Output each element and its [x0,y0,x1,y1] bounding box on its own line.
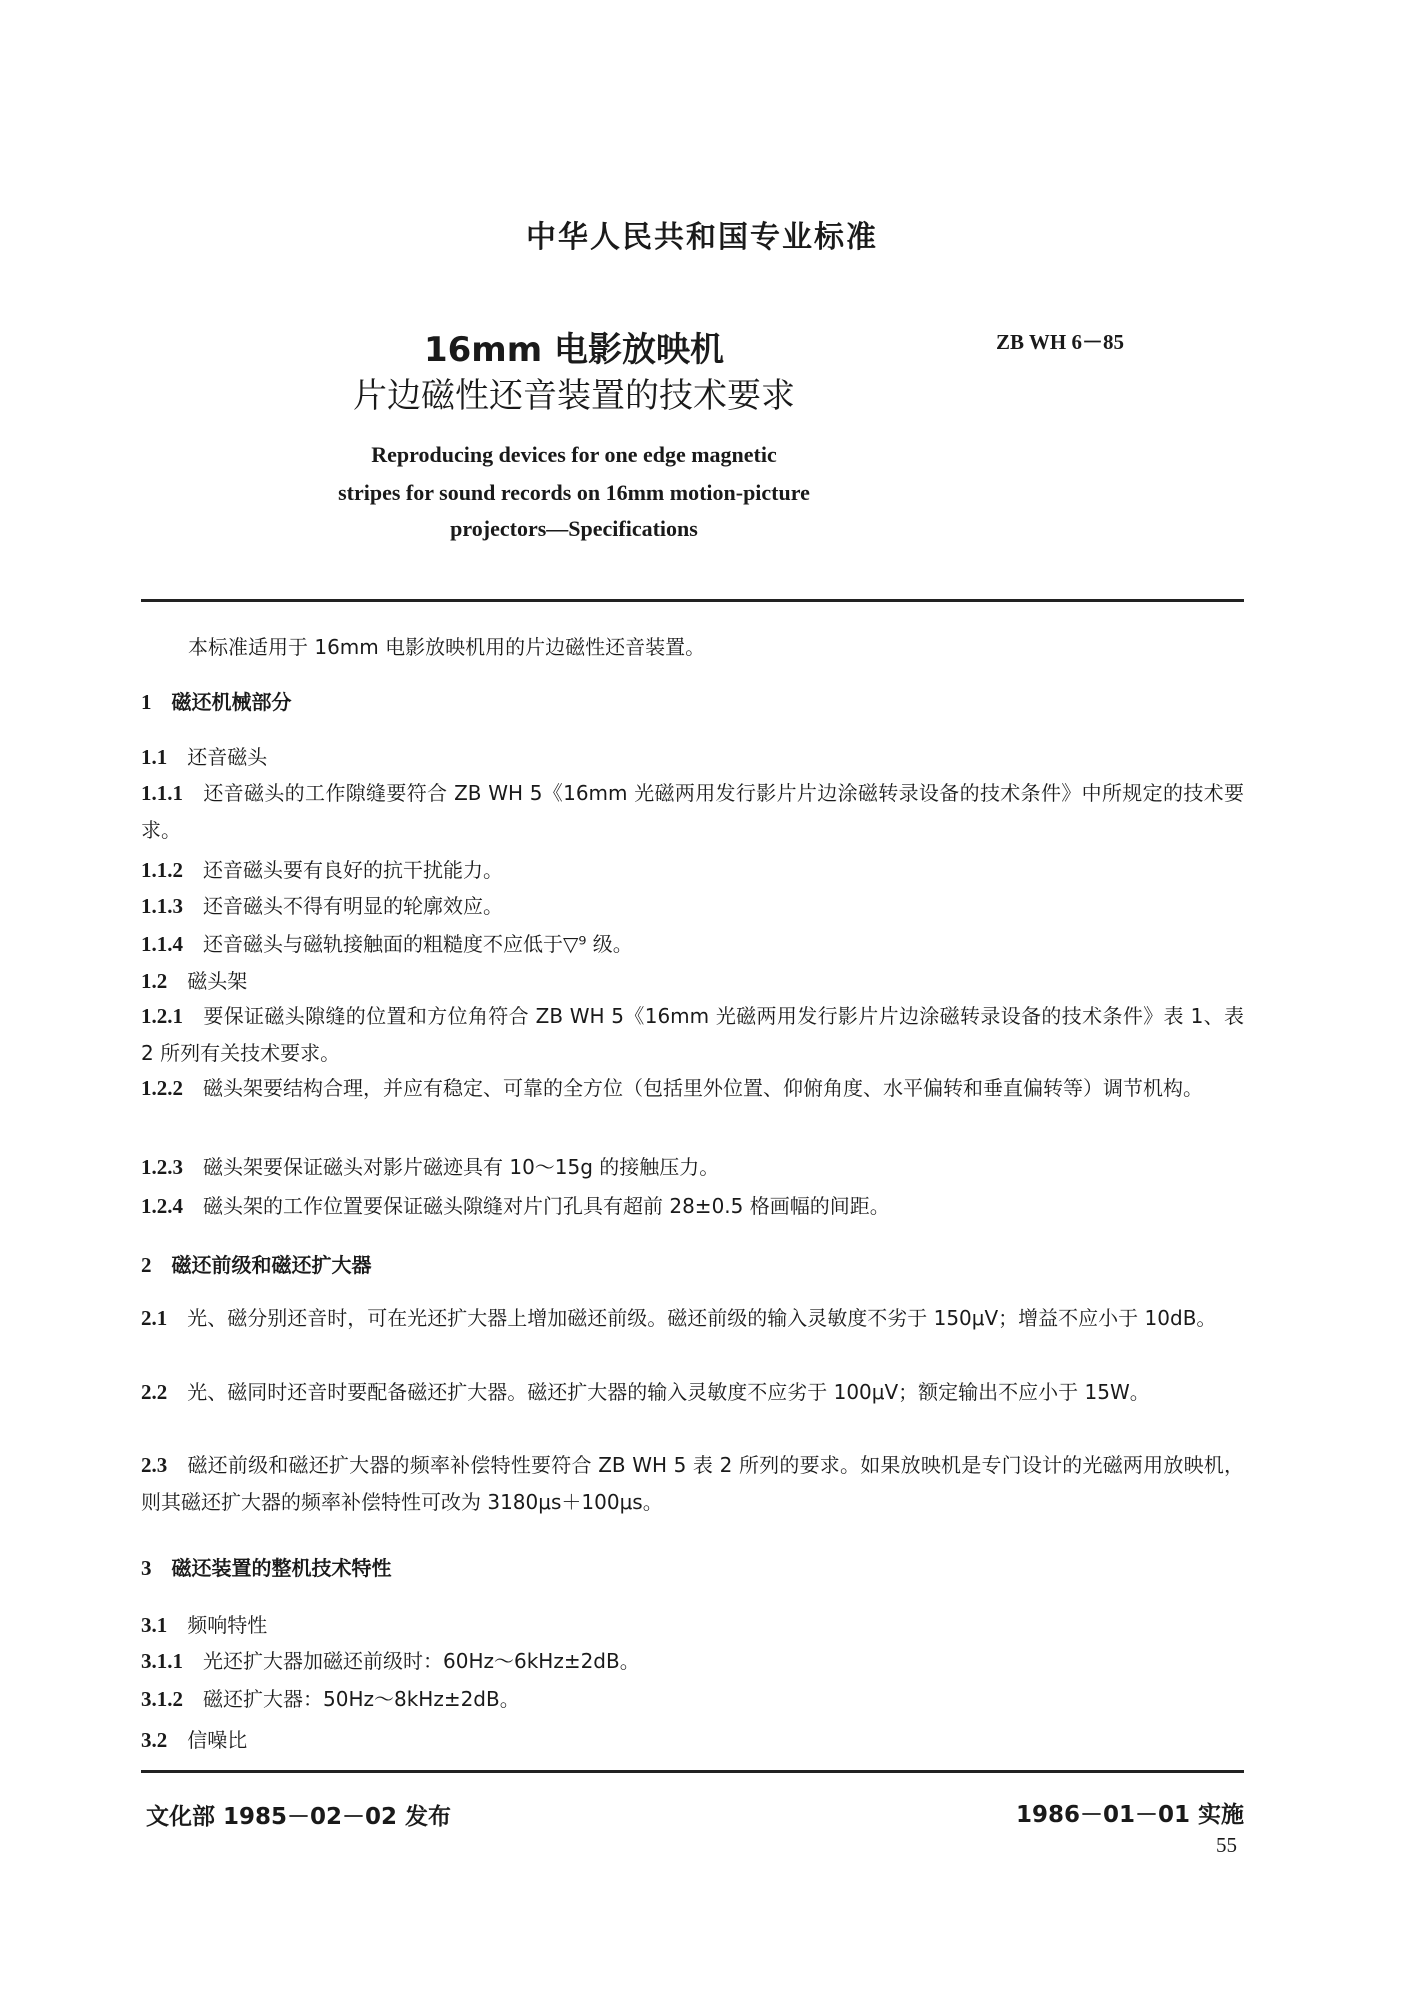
english-title-line-1: Reproducing devices for one edge magnetic [371,442,777,467]
clause-number: 3.1.1 [141,1649,183,1673]
clause-number: 2.2 [141,1380,168,1404]
clause-paragraph [141,1643,1244,1680]
clause-paragraph [141,1300,1244,1337]
english-title-line-3: projectors—Specifications [450,516,698,541]
clause-number: 1.2.3 [141,1155,183,1179]
title-line-1: 16mm 电影放映机 [423,330,724,370]
issue-date: 文化部 1985－02－02 发布 [146,1804,452,1830]
clause-number: 2.1 [141,1306,168,1330]
clause-paragraph [141,888,1244,925]
section-heading [141,684,1244,721]
clause-number: 3.2 [141,1728,168,1752]
clause-number: 1.1.3 [141,894,183,918]
clause-text: 磁头架要保证磁头对影片磁迹具有 10～15g 的接触压力。 [203,1155,720,1179]
clause-paragraph [141,1681,1244,1718]
clause-text: 磁还前级和磁还扩大器的频率补偿特性要符合 ZB WH 5 表 2 所列的要求。如果放映机是专门设计的光磁两用放映机，则其磁还扩大器的频率补偿特性可改为 3180μs＋100μs。 [141,1453,1244,1514]
clause-paragraph [141,1722,1244,1759]
clause-number: 1.1.2 [141,858,183,882]
clause-paragraph [141,1447,1244,1521]
clause-paragraph [141,1070,1244,1107]
clause-text: 磁还机械部分 [171,690,292,714]
page-number: 55 [1216,1833,1237,1857]
clause-text: 还音磁头要有良好的抗干扰能力。 [203,858,503,882]
clause-paragraph [141,775,1244,849]
clause-paragraph [141,739,1244,776]
clause-text: 磁头架要结构合理，并应有稳定、可靠的全方位（包括里外位置、仰俯角度、水平偏转和垂直偏转等）调节机构。 [203,1076,1203,1100]
clause-number: 1 [141,690,152,714]
clause-paragraph [141,1149,1244,1186]
clause-text: 要保证磁头隙缝的位置和方位角符合 ZB WH 5《16mm 光磁两用发行影片片边涂磁转录设备的技术条件》表 1、表 2 所列有关技术要求。 [141,1004,1244,1065]
clause-paragraph [141,1607,1244,1644]
section-heading [141,1247,1244,1284]
clause-number: 1.1.4 [141,932,183,956]
clause-text: 光、磁分别还音时，可在光还扩大器上增加磁还前级。磁还前级的输入灵敏度不劣于 150μV；增益不应小于 10dB。 [187,1306,1217,1330]
title-line-2: 片边磁性还音装置的技术要求 [353,376,795,416]
clause-text: 还音磁头的工作隙缝要符合 ZB WH 5《16mm 光磁两用发行影片片边涂磁转录设备的技术条件》中所规定的技术要求。 [141,781,1244,842]
clause-paragraph [141,1188,1244,1225]
section-heading [141,1550,1244,1587]
clause-text: 本标准适用于 16mm 电影放映机用的片边磁性还音装置。 [188,635,706,659]
clause-number: 3.1 [141,1613,168,1637]
standard-code: ZB WH 6－85 [996,330,1124,354]
clause-paragraph [141,963,1244,1000]
clause-paragraph [141,852,1244,889]
clause-text: 信噪比 [187,1728,248,1752]
clause-text: 磁头架 [187,969,248,993]
english-title-line-2: stripes for sound records on 16mm motion-picture [338,480,810,505]
clause-text: 还音磁头与磁轨接触面的粗糙度不应低于▽⁹ 级。 [203,932,633,956]
clause-number: 2.3 [141,1453,168,1477]
footer-divider [141,1770,1244,1773]
clause-text: 磁还扩大器：50Hz～8kHz±2dB。 [203,1687,520,1711]
clause-number: 2 [141,1253,152,1277]
clause-paragraph [141,998,1244,1072]
header-divider [141,599,1244,602]
clause-paragraph [141,1374,1244,1411]
intro-paragraph [141,629,1244,666]
clause-number: 1.2.4 [141,1194,183,1218]
standard-type-header [0,212,1414,256]
clause-number: 1.2.1 [141,1004,183,1028]
clause-number: 1.1.1 [141,781,183,805]
clause-number: 1.1 [141,745,168,769]
clause-text: 磁还前级和磁还扩大器 [171,1253,372,1277]
clause-number: 3 [141,1556,152,1580]
clause-number: 1.2 [141,969,168,993]
clause-text: 还音磁头不得有明显的轮廓效应。 [203,894,503,918]
clause-text: 光、磁同时还音时要配备磁还扩大器。磁还扩大器的输入灵敏度不应劣于 100μV；额定输出不应小于 15W。 [187,1380,1150,1404]
clause-text: 光还扩大器加磁还前级时：60Hz～6kHz±2dB。 [203,1649,640,1673]
standard-type-text: 中华人民共和国专业标准 [526,220,878,255]
clause-number: 3.1.2 [141,1687,183,1711]
clause-text: 磁还装置的整机技术特性 [171,1556,392,1580]
clause-text: 磁头架的工作位置要保证磁头隙缝对片门孔具有超前 28±0.5 格画幅的间距。 [203,1194,890,1218]
effective-date: 1986－01－01 实施 [1015,1802,1244,1828]
clause-number: 1.2.2 [141,1076,183,1100]
clause-text: 还音磁头 [187,745,268,769]
clause-paragraph [141,926,1244,963]
clause-text: 频响特性 [187,1613,268,1637]
